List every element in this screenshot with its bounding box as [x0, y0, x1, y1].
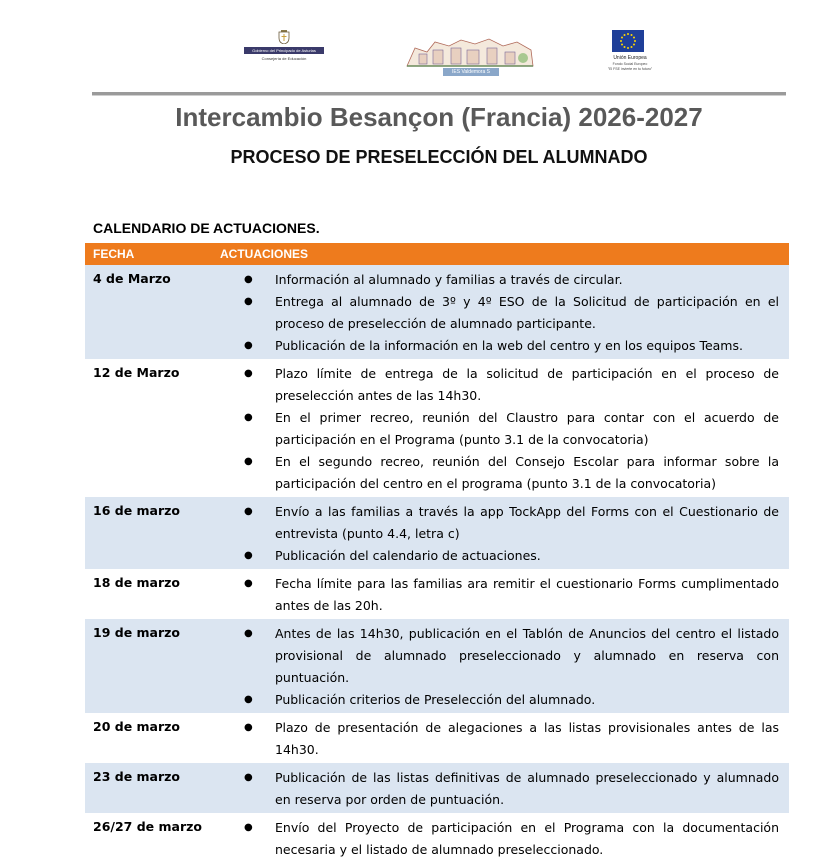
header-fecha: FECHA — [93, 247, 135, 261]
header-divider — [92, 92, 786, 96]
list-item — [85, 689, 789, 711]
school-building-drawing-icon — [405, 36, 535, 70]
row-actions-list — [85, 497, 789, 569]
row-actions-list — [85, 763, 789, 813]
bullet-icon: ● — [244, 722, 253, 733]
eu-logo-line1: Fondo Social Europeo — [612, 62, 648, 66]
asturias-logo-subtext: Consejería de Educación — [261, 56, 307, 61]
action-text: Plazo límite de entrega de la solicitud de participación en el proceso de preselección antes de las 14h30. — [275, 366, 779, 403]
table-row — [85, 813, 789, 863]
row-date: 23 de marzo — [93, 769, 181, 784]
table-body — [85, 265, 789, 863]
action-text: En el segundo recreo, reunión del Consejo Escolar para informar sobre la participación del centro en el programa (punto 3.1 de la convocatoria) — [275, 454, 779, 491]
row-date: 12 de Marzo — [93, 365, 180, 380]
bullet-icon: ● — [244, 456, 253, 467]
table-row — [85, 713, 789, 763]
bullet-icon: ● — [244, 412, 253, 423]
action-text: Publicación del calendario de actuaciones. — [275, 548, 541, 563]
eu-logo-title: Unión Europea — [613, 55, 647, 61]
asturias-government-logo — [244, 30, 324, 68]
row-actions-list — [85, 713, 789, 763]
list-item — [85, 767, 789, 811]
header-actuaciones: ACTUACIONES — [220, 247, 309, 261]
row-actions-list — [85, 569, 789, 619]
list-item — [85, 335, 789, 357]
action-text: Publicación criterios de Preselección del alumnado. — [275, 692, 596, 707]
list-item — [85, 501, 789, 545]
list-item — [85, 363, 789, 407]
list-item — [85, 545, 789, 567]
bullet-icon: ● — [244, 578, 253, 589]
action-text: Antes de las 14h30, publicación en el Tablón de Anuncios del centro el listado provisional de alumnado preseleccionado y alumnado en reserva con puntuación. — [275, 626, 779, 685]
table-row — [85, 265, 789, 359]
bullet-icon: ● — [244, 694, 253, 705]
bullet-icon: ● — [244, 550, 253, 561]
table-header-row — [85, 243, 789, 265]
section-heading: CALENDARIO DE ACTUACIONES. — [93, 220, 320, 236]
calendar-table — [85, 243, 789, 863]
action-text: Plazo de presentación de alegaciones a las listas provisionales antes de las 14h30. — [275, 720, 779, 757]
bullet-icon: ● — [244, 296, 253, 307]
action-text: Fecha límite para las familias ara remitir el cuestionario Forms cumplimentado antes de las 20h. — [275, 576, 779, 613]
action-text: Publicación de la información en la web del centro y en los equipos Teams. — [275, 338, 743, 353]
asturias-logo-text: Gobierno del Principado de Asturias — [252, 48, 316, 53]
bullet-icon: ● — [244, 822, 253, 833]
school-logo — [405, 36, 535, 78]
action-text: En el primer recreo, reunión del Claustro para contar con el acuerdo de participación en el Programa (punto 3.1 de la convocatoria) — [275, 410, 779, 447]
bullet-icon: ● — [244, 772, 253, 783]
bullet-icon: ● — [244, 628, 253, 639]
row-actions-list — [85, 265, 789, 359]
list-item — [85, 717, 789, 761]
eu-logo-line2: "El FSE invierte en tu futuro" — [607, 67, 653, 71]
school-logo-tag: IES Valdemora S — [443, 68, 499, 76]
eu-logo — [598, 30, 662, 80]
bullet-icon: ● — [244, 274, 253, 285]
action-text: Información al alumnado y familias a través de circular. — [275, 272, 623, 287]
bullet-icon: ● — [244, 368, 253, 379]
list-item — [85, 623, 789, 689]
list-item — [85, 407, 789, 451]
row-date: 20 de marzo — [93, 719, 181, 734]
bullet-icon: ● — [244, 340, 253, 351]
table-row — [85, 497, 789, 569]
row-date: 26/27 de marzo — [93, 819, 202, 834]
action-text: Envío a las familias a través la app TockApp del Forms con el Cuestionario de entrevista (punto 4.4, letra c) — [275, 504, 779, 541]
table-row — [85, 619, 789, 713]
table-row — [85, 569, 789, 619]
action-text: Envío del Proyecto de participación en el Programa con la documentación necesaria y el listado de alumnado preseleccionado. — [275, 820, 779, 857]
bullet-icon: ● — [244, 506, 253, 517]
row-actions-list — [85, 813, 789, 863]
row-actions-list — [85, 619, 789, 713]
list-item — [85, 817, 789, 861]
list-item — [85, 451, 789, 495]
action-text: Publicación de las listas definitivas de alumnado preseleccionado y alumnado en reserva por orden de puntuación. — [275, 770, 779, 807]
row-date: 18 de marzo — [93, 575, 181, 590]
row-actions-list — [85, 359, 789, 497]
action-text: Entrega al alumnado de 3º y 4º ESO de la Solicitud de participación en el proceso de preselección de alumnado participante. — [275, 294, 779, 331]
table-row — [85, 763, 789, 813]
asturias-crest-icon — [278, 30, 290, 44]
list-item — [85, 573, 789, 617]
list-item — [85, 291, 789, 335]
list-item — [85, 269, 789, 291]
row-date: 4 de Marzo — [93, 271, 171, 286]
document-title: Intercambio Besançon (Francia) 2026-2027 — [175, 102, 703, 132]
header-logos — [0, 0, 833, 92]
row-date: 19 de marzo — [93, 625, 181, 640]
document-subtitle: PROCESO DE PRESELECCIÓN DEL ALUMNADO — [230, 147, 648, 167]
table-row — [85, 359, 789, 497]
row-date: 16 de marzo — [93, 503, 181, 518]
eu-flag-icon — [612, 30, 644, 52]
